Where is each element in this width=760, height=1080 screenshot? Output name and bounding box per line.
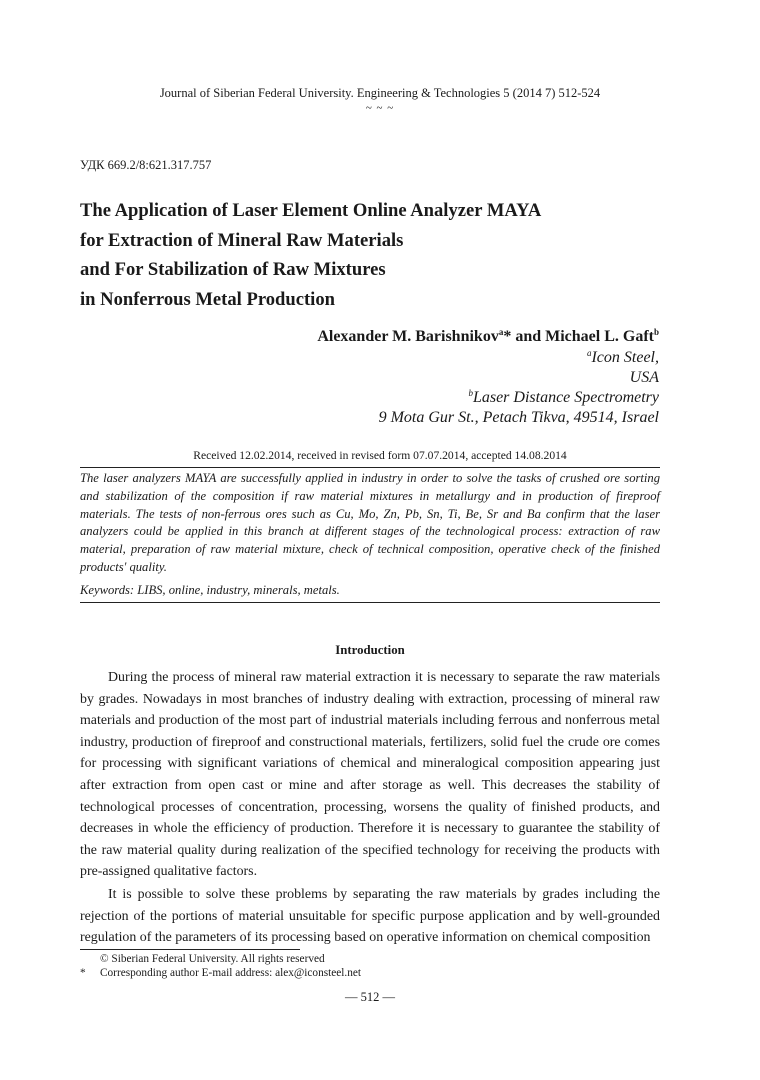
- affiliation-a-line1: $^a$Icon Steel,: [586, 348, 659, 366]
- author-name: Michael L. Gaft: [545, 328, 654, 345]
- paper-title: [80, 196, 680, 314]
- page-number: — 512 —: [345, 990, 395, 1004]
- paragraph: It is possible to solve these problems by separating the raw materials by grades including the rejection of the portions of material unsuitable for specific purpose application and by well-grounded regulation of the parameters of its processing based on operative information on chemical composition: [80, 886, 660, 946]
- udk-code: УДК 669.2/8:621.317.757: [80, 158, 212, 172]
- title-line: in Nonferrous Metal Production: [80, 288, 335, 310]
- body-text: [80, 667, 660, 950]
- affiliation-b-line1: $^b$Laser Distance Spectrometry: [468, 388, 659, 406]
- footnote-rule: [80, 949, 300, 950]
- title-line: The Application of Laser Element Online Analyzer MAYA: [80, 200, 542, 221]
- journal-header: Journal of Siberian Federal University. Engineering & Technologies 5 (2014 7) 512-524: [159, 86, 601, 100]
- corresponding-mark: *: [503, 328, 512, 345]
- header-ornament: ~ ~ ~: [365, 102, 395, 114]
- author-conjunction: and: [511, 328, 546, 345]
- affiliation-b-line2: 9 Mota Gur St., Petach Tikva, 49514, Israel: [378, 409, 659, 426]
- footnote-copyright: © Siberian Federal University. All rights reserved: [100, 953, 325, 965]
- received-dates: Received 12.02.2014, received in revised form 07.07.2014, accepted 14.08.2014: [193, 449, 567, 462]
- author-name: Alexander M. Barishnikov: [317, 328, 499, 345]
- abstract-top-rule: [80, 467, 660, 468]
- abstract: The laser analyzers MAYA are successfully applied in industry in order to solve the tasks of crushed ore sorting and stabilization of the composition if raw material mixtures in metallurgy and in production of fireproof materials. The tests of non-ferrous ores such as Cu, Mo, Zn, Pb, Sn, Ti, Be, Sr and Ba confirm that the laser analyzers could be applied in this branch at different stages of the technological process: extraction of raw material, preparation of raw material mixture, check of technical composition, operative check of the finished products' quality.: [80, 471, 660, 574]
- author-affiliation-mark: a: [498, 327, 504, 337]
- author-affiliation-mark: b: [653, 327, 659, 337]
- title-line: for Extraction of Mineral Raw Materials: [80, 229, 404, 251]
- author-list: [317, 328, 659, 346]
- title-line: and For Stabilization of Raw Mixtures: [80, 259, 386, 280]
- section-heading: Introduction: [335, 643, 405, 657]
- paragraph: During the process of mineral raw material extraction it is necessary to separate the raw materials by grades. Nowadays in most branches of industry dealing with extraction, processing of mineral raw materials and production of the most part of industrial materials including ferrous and nonferrous metal industry, production of fireproof and constructional materials, fertilizers, solid fuel the crude ore comes for processing with significant variations of chemical and mineralogical composition appearing just after extraction from open cast or mine and after storage as well. This decreases the stability of technological processes of concentration, processing, worsens the quality of finished products, and decreases in whole the efficiency of production. Therefore it is necessary to guarantee the stability of the raw material quality during realization of the specified technology for receiving the products with pre-assigned qualitative factors.: [80, 670, 660, 880]
- affiliation-a-line2: USA: [629, 369, 659, 386]
- keywords: Keywords: LIBS, online, industry, minerals, metals.: [80, 583, 340, 597]
- abstract-bottom-rule: [80, 602, 660, 603]
- footnote-corresponding: * Corresponding author E-mail address: alex@iconsteel.net: [80, 967, 362, 979]
